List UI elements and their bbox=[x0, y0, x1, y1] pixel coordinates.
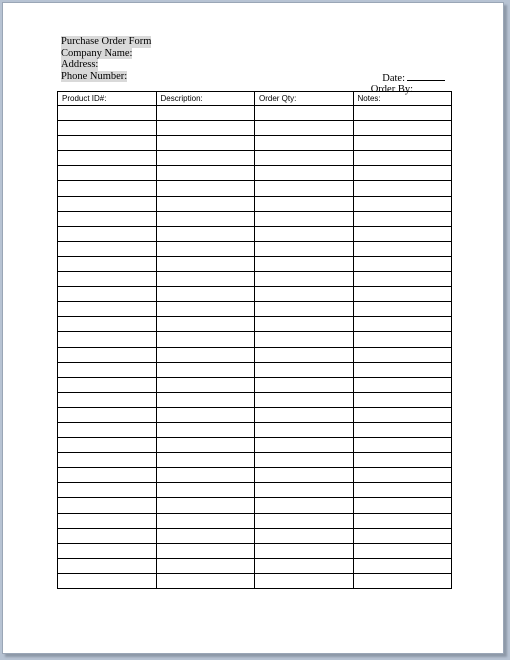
table-cell-notes[interactable] bbox=[353, 302, 452, 317]
table-cell-product-id[interactable] bbox=[58, 241, 157, 256]
table-row bbox=[58, 166, 452, 181]
table-cell-order-qty[interactable] bbox=[255, 468, 354, 483]
table-cell-order-qty[interactable] bbox=[255, 196, 354, 211]
table-cell-order-qty[interactable] bbox=[255, 498, 354, 513]
table-cell-order-qty[interactable] bbox=[255, 528, 354, 543]
table-cell-notes[interactable] bbox=[353, 543, 452, 558]
table-cell-product-id[interactable] bbox=[58, 377, 157, 392]
table-cell-order-qty[interactable] bbox=[255, 392, 354, 407]
table-cell-product-id[interactable] bbox=[58, 166, 157, 181]
table-cell-order-qty[interactable] bbox=[255, 453, 354, 468]
table-cell-description[interactable] bbox=[156, 483, 255, 498]
table-row bbox=[58, 453, 452, 468]
table-cell-notes[interactable] bbox=[353, 332, 452, 347]
table-row bbox=[58, 483, 452, 498]
date-label: Date: bbox=[382, 73, 405, 84]
table-cell-order-qty[interactable] bbox=[255, 377, 354, 392]
table-row bbox=[58, 121, 452, 136]
table-cell-product-id[interactable] bbox=[58, 287, 157, 302]
column-header-order-qty: Order Qty: bbox=[255, 92, 354, 106]
table-cell-order-qty[interactable] bbox=[255, 362, 354, 377]
table-row bbox=[58, 573, 452, 588]
table-row bbox=[58, 332, 452, 347]
order-table bbox=[57, 91, 452, 589]
date-blank-line[interactable] bbox=[407, 71, 445, 81]
table-row bbox=[58, 151, 452, 166]
table-cell-notes[interactable] bbox=[353, 422, 452, 437]
table-cell-notes[interactable] bbox=[353, 256, 452, 271]
table-cell-order-qty[interactable] bbox=[255, 558, 354, 573]
table-cell-order-qty[interactable] bbox=[255, 136, 354, 151]
table-row bbox=[58, 241, 452, 256]
table-cell-description[interactable] bbox=[156, 362, 255, 377]
table-cell-product-id[interactable] bbox=[58, 181, 157, 196]
table-cell-product-id[interactable] bbox=[58, 302, 157, 317]
table-row bbox=[58, 498, 452, 513]
table-cell-product-id[interactable] bbox=[58, 121, 157, 136]
table-row bbox=[58, 392, 452, 407]
table-cell-product-id[interactable] bbox=[58, 106, 157, 121]
table-cell-description[interactable] bbox=[156, 392, 255, 407]
table-cell-notes[interactable] bbox=[353, 287, 452, 302]
table-cell-order-qty[interactable] bbox=[255, 241, 354, 256]
table-cell-notes[interactable] bbox=[353, 166, 452, 181]
table-row bbox=[58, 302, 452, 317]
table-cell-description[interactable] bbox=[156, 347, 255, 362]
table-cell-product-id[interactable] bbox=[58, 151, 157, 166]
table-row bbox=[58, 136, 452, 151]
table-cell-product-id[interactable] bbox=[58, 196, 157, 211]
table-cell-description[interactable] bbox=[156, 543, 255, 558]
table-header-row bbox=[58, 92, 452, 106]
table-cell-product-id[interactable] bbox=[58, 256, 157, 271]
table-cell-description[interactable] bbox=[156, 407, 255, 422]
table-cell-order-qty[interactable] bbox=[255, 256, 354, 271]
table-cell-product-id[interactable] bbox=[58, 483, 157, 498]
table-cell-description[interactable] bbox=[156, 121, 255, 136]
table-cell-notes[interactable] bbox=[353, 513, 452, 528]
table-cell-notes[interactable] bbox=[353, 136, 452, 151]
table-cell-order-qty[interactable] bbox=[255, 438, 354, 453]
table-cell-description[interactable] bbox=[156, 453, 255, 468]
table-cell-notes[interactable] bbox=[353, 558, 452, 573]
table-cell-notes[interactable] bbox=[353, 528, 452, 543]
table-row bbox=[58, 407, 452, 422]
table-row bbox=[58, 106, 452, 121]
table-cell-order-qty[interactable] bbox=[255, 272, 354, 287]
table-cell-description[interactable] bbox=[156, 302, 255, 317]
table-cell-product-id[interactable] bbox=[58, 347, 157, 362]
table-row bbox=[58, 422, 452, 437]
table-cell-order-qty[interactable] bbox=[255, 287, 354, 302]
table-cell-order-qty[interactable] bbox=[255, 513, 354, 528]
table-cell-description[interactable] bbox=[156, 558, 255, 573]
table-row bbox=[58, 513, 452, 528]
table-row bbox=[58, 196, 452, 211]
table-cell-product-id[interactable] bbox=[58, 317, 157, 332]
table-cell-product-id[interactable] bbox=[58, 543, 157, 558]
table-cell-order-qty[interactable] bbox=[255, 347, 354, 362]
table-cell-notes[interactable] bbox=[353, 241, 452, 256]
table-cell-notes[interactable] bbox=[353, 347, 452, 362]
table-cell-product-id[interactable] bbox=[58, 422, 157, 437]
table-cell-description[interactable] bbox=[156, 181, 255, 196]
table-cell-product-id[interactable] bbox=[58, 573, 157, 588]
table-cell-description[interactable] bbox=[156, 498, 255, 513]
table-cell-description[interactable] bbox=[156, 528, 255, 543]
table-row bbox=[58, 256, 452, 271]
table-cell-product-id[interactable] bbox=[58, 468, 157, 483]
table-cell-description[interactable] bbox=[156, 241, 255, 256]
table-cell-order-qty[interactable] bbox=[255, 483, 354, 498]
table-row bbox=[58, 468, 452, 483]
table-cell-order-qty[interactable] bbox=[255, 332, 354, 347]
table-cell-product-id[interactable] bbox=[58, 332, 157, 347]
table-cell-description[interactable] bbox=[156, 226, 255, 241]
table-cell-order-qty[interactable] bbox=[255, 166, 354, 181]
table-cell-description[interactable] bbox=[156, 272, 255, 287]
table-cell-notes[interactable] bbox=[353, 317, 452, 332]
table-cell-order-qty[interactable] bbox=[255, 106, 354, 121]
table-row bbox=[58, 287, 452, 302]
table-cell-description[interactable] bbox=[156, 196, 255, 211]
column-header-notes: Notes: bbox=[353, 92, 452, 106]
form-header bbox=[61, 36, 151, 82]
table-cell-description[interactable] bbox=[156, 317, 255, 332]
table-cell-notes[interactable] bbox=[353, 468, 452, 483]
table-cell-description[interactable] bbox=[156, 438, 255, 453]
table-cell-product-id[interactable] bbox=[58, 211, 157, 226]
table-cell-notes[interactable] bbox=[353, 121, 452, 136]
table-row bbox=[58, 528, 452, 543]
column-header-product-id: Product ID#: bbox=[58, 92, 157, 106]
table-cell-notes[interactable] bbox=[353, 106, 452, 121]
table-cell-notes[interactable] bbox=[353, 196, 452, 211]
table-cell-notes[interactable] bbox=[353, 453, 452, 468]
table-row bbox=[58, 272, 452, 287]
table-row bbox=[58, 181, 452, 196]
table-cell-product-id[interactable] bbox=[58, 438, 157, 453]
table-cell-notes[interactable] bbox=[353, 272, 452, 287]
table-cell-product-id[interactable] bbox=[58, 558, 157, 573]
table-cell-product-id[interactable] bbox=[58, 226, 157, 241]
table-cell-notes[interactable] bbox=[353, 483, 452, 498]
company-name-label: Company Name: bbox=[61, 47, 133, 59]
table-cell-order-qty[interactable] bbox=[255, 181, 354, 196]
table-cell-description[interactable] bbox=[156, 151, 255, 166]
table-cell-notes[interactable] bbox=[353, 498, 452, 513]
table-row bbox=[58, 362, 452, 377]
table-cell-order-qty[interactable] bbox=[255, 422, 354, 437]
table-cell-product-id[interactable] bbox=[58, 453, 157, 468]
table-cell-description[interactable] bbox=[156, 166, 255, 181]
table-cell-description[interactable] bbox=[156, 468, 255, 483]
table-cell-product-id[interactable] bbox=[58, 407, 157, 422]
table-cell-product-id[interactable] bbox=[58, 513, 157, 528]
table-row bbox=[58, 317, 452, 332]
table-row bbox=[58, 347, 452, 362]
table-cell-notes[interactable] bbox=[353, 392, 452, 407]
table-row bbox=[58, 543, 452, 558]
table-cell-product-id[interactable] bbox=[58, 392, 157, 407]
table-cell-order-qty[interactable] bbox=[255, 226, 354, 241]
order-by-label: Order By: bbox=[370, 84, 413, 95]
table-row bbox=[58, 226, 452, 241]
table-cell-notes[interactable] bbox=[353, 377, 452, 392]
table-cell-description[interactable] bbox=[156, 377, 255, 392]
phone-number-label: Phone Number: bbox=[61, 70, 128, 82]
table-cell-description[interactable] bbox=[156, 211, 255, 226]
table-cell-order-qty[interactable] bbox=[255, 151, 354, 166]
table-cell-description[interactable] bbox=[156, 332, 255, 347]
table-cell-notes[interactable] bbox=[353, 407, 452, 422]
table-cell-description[interactable] bbox=[156, 136, 255, 151]
table-cell-description[interactable] bbox=[156, 287, 255, 302]
table-cell-description[interactable] bbox=[156, 513, 255, 528]
table-cell-description[interactable] bbox=[156, 106, 255, 121]
table-row bbox=[58, 438, 452, 453]
table-cell-product-id[interactable] bbox=[58, 528, 157, 543]
table-cell-product-id[interactable] bbox=[58, 362, 157, 377]
table-row bbox=[58, 211, 452, 226]
table-row bbox=[58, 377, 452, 392]
table-cell-product-id[interactable] bbox=[58, 272, 157, 287]
table-cell-order-qty[interactable] bbox=[255, 211, 354, 226]
table-cell-notes[interactable] bbox=[353, 151, 452, 166]
table-cell-notes[interactable] bbox=[353, 181, 452, 196]
table-cell-notes[interactable] bbox=[353, 573, 452, 588]
table-cell-notes[interactable] bbox=[353, 362, 452, 377]
table-row bbox=[58, 558, 452, 573]
table-cell-notes[interactable] bbox=[353, 211, 452, 226]
table-cell-description[interactable] bbox=[156, 256, 255, 271]
column-header-description: Description: bbox=[156, 92, 255, 106]
table-cell-order-qty[interactable] bbox=[255, 317, 354, 332]
address-label: Address: bbox=[61, 59, 99, 70]
table-cell-description[interactable] bbox=[156, 573, 255, 588]
table-cell-product-id[interactable] bbox=[58, 136, 157, 151]
form-title: Purchase Order Form bbox=[61, 36, 152, 47]
table-cell-product-id[interactable] bbox=[58, 498, 157, 513]
table-cell-notes[interactable] bbox=[353, 438, 452, 453]
table-cell-order-qty[interactable] bbox=[255, 302, 354, 317]
table-body bbox=[58, 106, 452, 589]
table-cell-notes[interactable] bbox=[353, 226, 452, 241]
table-cell-order-qty[interactable] bbox=[255, 573, 354, 588]
table-cell-order-qty[interactable] bbox=[255, 121, 354, 136]
table-cell-order-qty[interactable] bbox=[255, 543, 354, 558]
table-cell-description[interactable] bbox=[156, 422, 255, 437]
table-cell-order-qty[interactable] bbox=[255, 407, 354, 422]
document-page bbox=[2, 2, 504, 654]
